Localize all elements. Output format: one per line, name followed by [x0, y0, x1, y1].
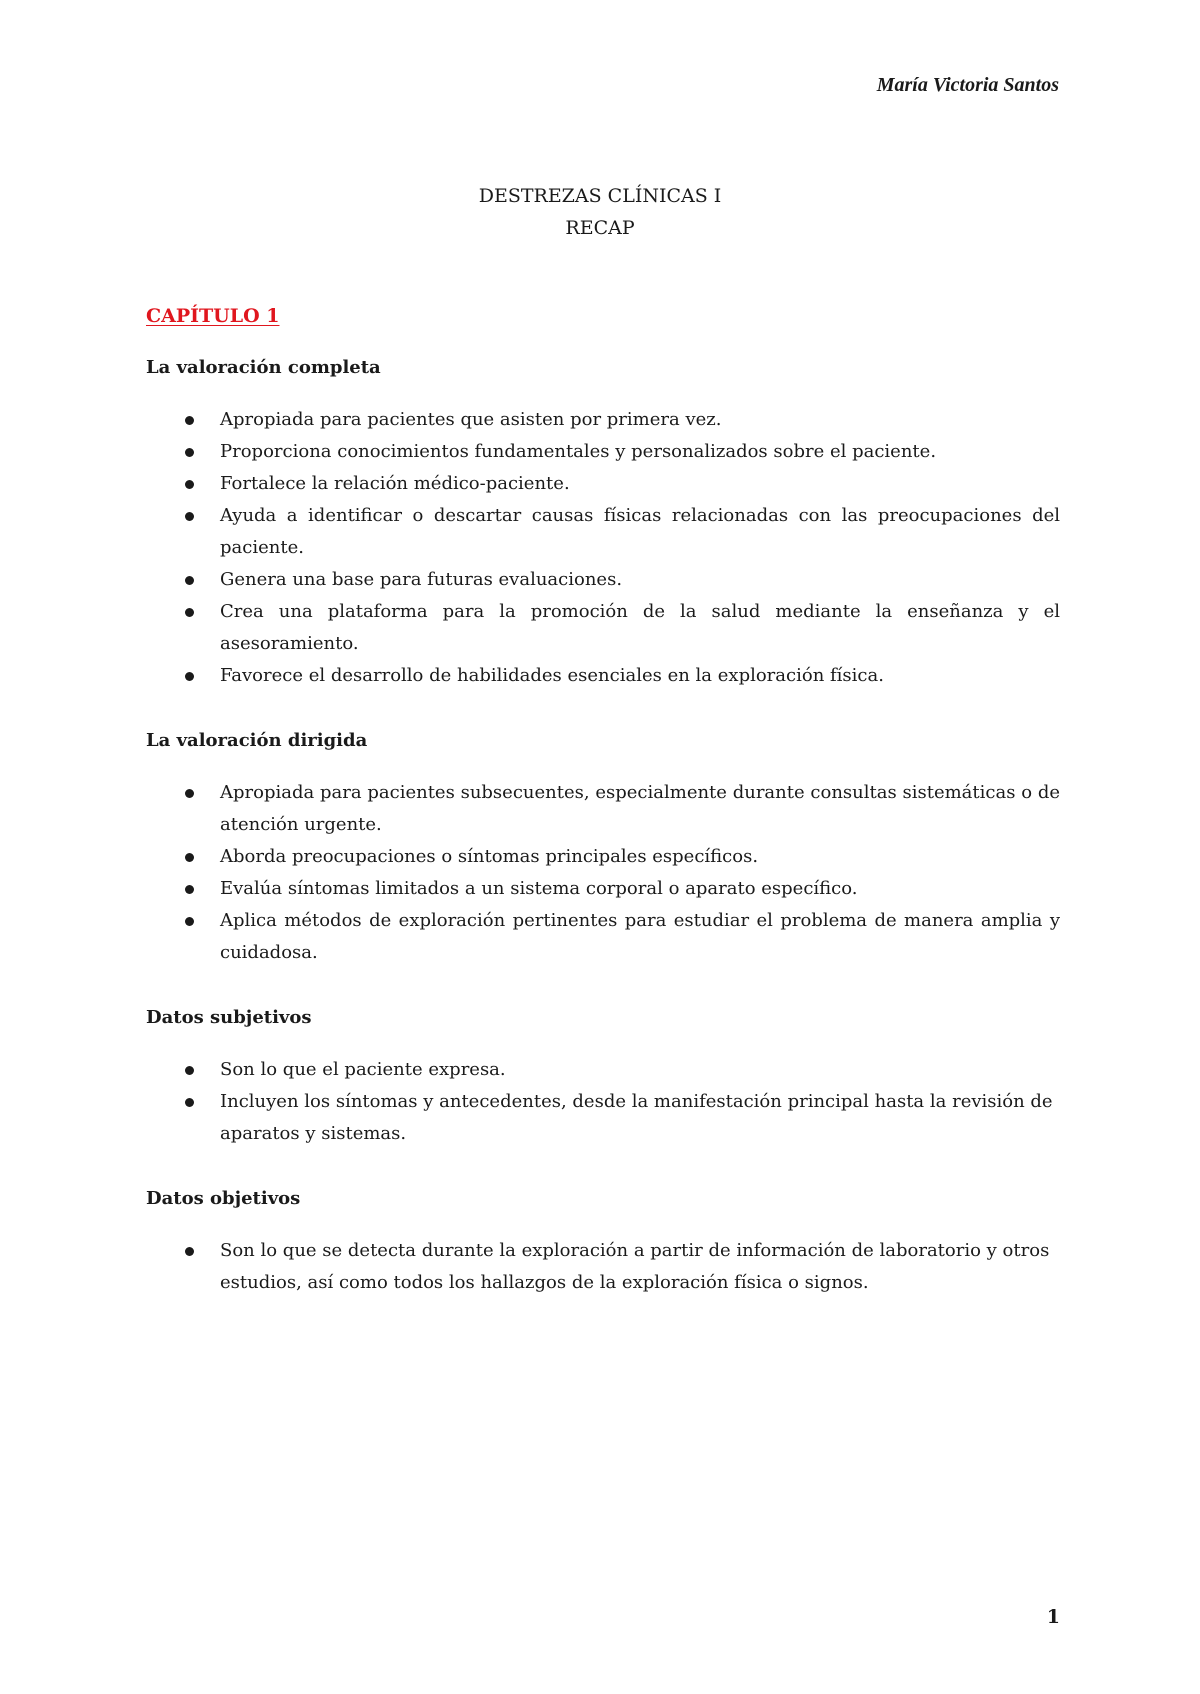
list-item: Crea una plataforma para la promoción de la salud mediante la enseñanza y el asesoramiento. [220, 596, 1060, 660]
list-item: Son lo que el paciente expresa. [220, 1054, 1060, 1086]
section-heading-valoracion-completa: La valoración completa [146, 357, 381, 378]
list-datos-subjetivos [146, 1054, 1060, 1150]
title-line-2: RECAP [565, 217, 635, 239]
list-item: Proporciona conocimientos fundamentales y personalizados sobre el paciente. [220, 436, 1060, 468]
section-heading-datos-subjetivos: Datos subjetivos [146, 1007, 312, 1028]
list-valoracion-completa [146, 404, 1060, 692]
section-heading-datos-objetivos: Datos objetivos [146, 1188, 301, 1209]
page-number: 1 [1046, 1606, 1060, 1628]
document-body [146, 305, 1060, 1337]
list-item: Evalúa síntomas limitados a un sistema corporal o aparato específico. [220, 873, 1060, 905]
list-valoracion-dirigida [146, 777, 1060, 969]
author-name: María Victoria Santos [876, 74, 1059, 96]
chapter-heading: CAPÍTULO 1 [146, 305, 280, 327]
list-item: Genera una base para futuras evaluaciones. [220, 564, 1060, 596]
list-item: Ayuda a identificar o descartar causas físicas relacionadas con las preocupaciones del paciente. [220, 500, 1060, 564]
list-item: Fortalece la relación médico-paciente. [220, 468, 1060, 500]
list-item: Apropiada para pacientes que asisten por primera vez. [220, 404, 1060, 436]
document-title [0, 180, 1200, 244]
section-heading-valoracion-dirigida: La valoración dirigida [146, 730, 368, 751]
list-item: Favorece el desarrollo de habilidades esenciales en la exploración física. [220, 660, 1060, 692]
title-line-1: DESTREZAS CLÍNICAS I [478, 185, 722, 207]
list-item: Son lo que se detecta durante la exploración a partir de información de laboratorio y otros estudios, así como todos los hallazgos de la exploración física o signos. [220, 1235, 1060, 1299]
list-item: Aborda preocupaciones o síntomas principales específicos. [220, 841, 1060, 873]
list-item: Apropiada para pacientes subsecuentes, especialmente durante consultas sistemáticas o de atención urgente. [220, 777, 1060, 841]
list-datos-objetivos [146, 1235, 1060, 1299]
list-item: Aplica métodos de exploración pertinentes para estudiar el problema de manera amplia y cuidadosa. [220, 905, 1060, 969]
list-item: Incluyen los síntomas y antecedentes, desde la manifestación principal hasta la revisión de aparatos y sistemas. [220, 1086, 1060, 1150]
